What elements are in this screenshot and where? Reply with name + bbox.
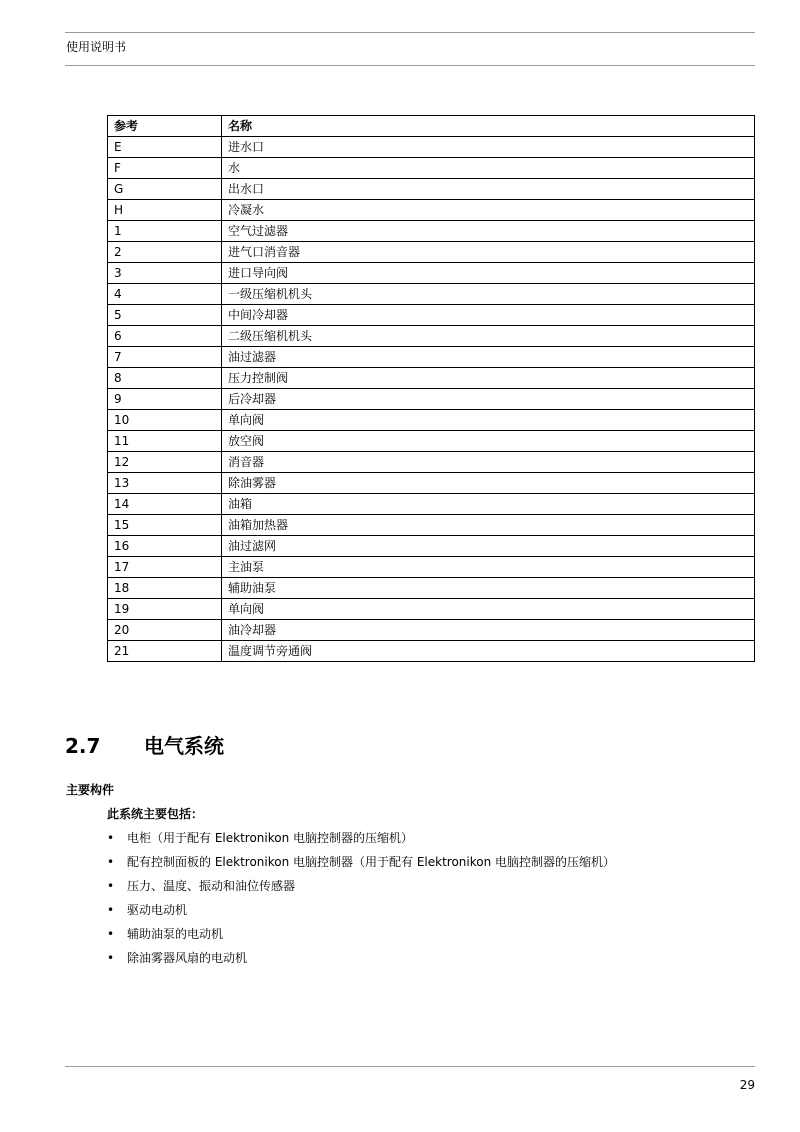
reference-cell: 6	[108, 326, 222, 347]
name-cell: 主油泵	[222, 557, 755, 578]
page-number: 29	[739, 1078, 755, 1092]
table-row	[108, 242, 755, 263]
table-row	[108, 515, 755, 536]
section-number: 2.7	[65, 734, 101, 758]
list-item	[107, 949, 615, 973]
list-item	[107, 901, 615, 925]
name-cell: 油过滤网	[222, 536, 755, 557]
reference-cell: 20	[108, 620, 222, 641]
table-row	[108, 473, 755, 494]
name-cell: 放空阀	[222, 431, 755, 452]
bullet-icon: •	[107, 927, 115, 941]
list-item-text: 驱动电动机	[127, 903, 188, 917]
reference-cell: 19	[108, 599, 222, 620]
table-row	[108, 368, 755, 389]
table-row	[108, 494, 755, 515]
reference-cell: H	[108, 200, 222, 221]
list-item	[107, 877, 615, 901]
column-header-reference: 参考	[108, 116, 222, 137]
table-row	[108, 221, 755, 242]
name-cell: 冷凝水	[222, 200, 755, 221]
table-row	[108, 158, 755, 179]
table-row	[108, 137, 755, 158]
list-item	[107, 853, 615, 877]
reference-cell: 7	[108, 347, 222, 368]
reference-cell: 16	[108, 536, 222, 557]
table-row	[108, 578, 755, 599]
bullet-icon: •	[107, 831, 115, 845]
table-row	[108, 179, 755, 200]
name-cell: 二级压缩机机头	[222, 326, 755, 347]
table-row	[108, 389, 755, 410]
list-item-text: 电柜（用于配有 Elektronikon 电脑控制器的压缩机）	[127, 831, 414, 845]
reference-cell: 8	[108, 368, 222, 389]
reference-cell: 14	[108, 494, 222, 515]
header-rule-top	[65, 32, 755, 33]
bullet-icon: •	[107, 951, 115, 965]
name-cell: 油箱加热器	[222, 515, 755, 536]
name-cell: 单向阀	[222, 599, 755, 620]
reference-cell: 3	[108, 263, 222, 284]
name-cell: 压力控制阀	[222, 368, 755, 389]
reference-cell: 21	[108, 641, 222, 662]
header-title: 使用说明书	[66, 40, 127, 54]
bullet-icon: •	[107, 903, 115, 917]
component-list	[107, 829, 615, 973]
name-cell: 中间冷却器	[222, 305, 755, 326]
table-row	[108, 284, 755, 305]
reference-cell: 10	[108, 410, 222, 431]
reference-cell: 18	[108, 578, 222, 599]
reference-cell: 5	[108, 305, 222, 326]
list-item	[107, 925, 615, 949]
bullet-icon: •	[107, 879, 115, 893]
reference-cell: F	[108, 158, 222, 179]
reference-cell: 13	[108, 473, 222, 494]
reference-cell: G	[108, 179, 222, 200]
column-header-name: 名称	[222, 116, 755, 137]
reference-cell: 2	[108, 242, 222, 263]
name-cell: 单向阀	[222, 410, 755, 431]
name-cell: 辅助油泵	[222, 578, 755, 599]
intro-text: 此系统主要包括：	[107, 807, 204, 821]
name-cell: 消音器	[222, 452, 755, 473]
name-cell: 温度调节旁通阀	[222, 641, 755, 662]
reference-cell: 4	[108, 284, 222, 305]
name-cell: 空气过滤器	[222, 221, 755, 242]
name-cell: 出水口	[222, 179, 755, 200]
list-item-text: 配有控制面板的 Elektronikon 电脑控制器（用于配有 Elektronikon 电脑控制器的压缩机）	[127, 855, 616, 869]
reference-cell: 11	[108, 431, 222, 452]
reference-cell: 15	[108, 515, 222, 536]
list-item	[107, 829, 615, 853]
name-cell: 进口导向阀	[222, 263, 755, 284]
header-rule-bottom	[65, 65, 755, 66]
name-cell: 进水口	[222, 137, 755, 158]
table-row	[108, 347, 755, 368]
table-row	[108, 431, 755, 452]
name-cell: 油箱	[222, 494, 755, 515]
section-title: 电气系统	[144, 734, 224, 758]
name-cell: 一级压缩机机头	[222, 284, 755, 305]
table-row	[108, 557, 755, 578]
table-row	[108, 200, 755, 221]
table-body	[108, 137, 755, 662]
name-cell: 后冷却器	[222, 389, 755, 410]
subheading: 主要构件	[66, 783, 115, 797]
bullet-icon: •	[107, 855, 115, 869]
parts-table	[107, 115, 755, 662]
list-item-text: 辅助油泵的电动机	[127, 927, 224, 941]
table-row	[108, 305, 755, 326]
table-row	[108, 410, 755, 431]
table-row	[108, 536, 755, 557]
table-row	[108, 263, 755, 284]
reference-cell: 9	[108, 389, 222, 410]
name-cell: 油冷却器	[222, 620, 755, 641]
reference-cell: E	[108, 137, 222, 158]
table-row	[108, 620, 755, 641]
table-row	[108, 599, 755, 620]
reference-cell: 12	[108, 452, 222, 473]
table-row	[108, 452, 755, 473]
footer-rule	[65, 1066, 755, 1067]
table-row	[108, 641, 755, 662]
list-item-text: 除油雾器风扇的电动机	[127, 951, 248, 965]
table-row	[108, 326, 755, 347]
list-item-text: 压力、温度、振动和油位传感器	[127, 879, 296, 893]
reference-cell: 1	[108, 221, 222, 242]
name-cell: 除油雾器	[222, 473, 755, 494]
name-cell: 油过滤器	[222, 347, 755, 368]
name-cell: 水	[222, 158, 755, 179]
reference-cell: 17	[108, 557, 222, 578]
name-cell: 进气口消音器	[222, 242, 755, 263]
table-header-row	[108, 116, 755, 137]
